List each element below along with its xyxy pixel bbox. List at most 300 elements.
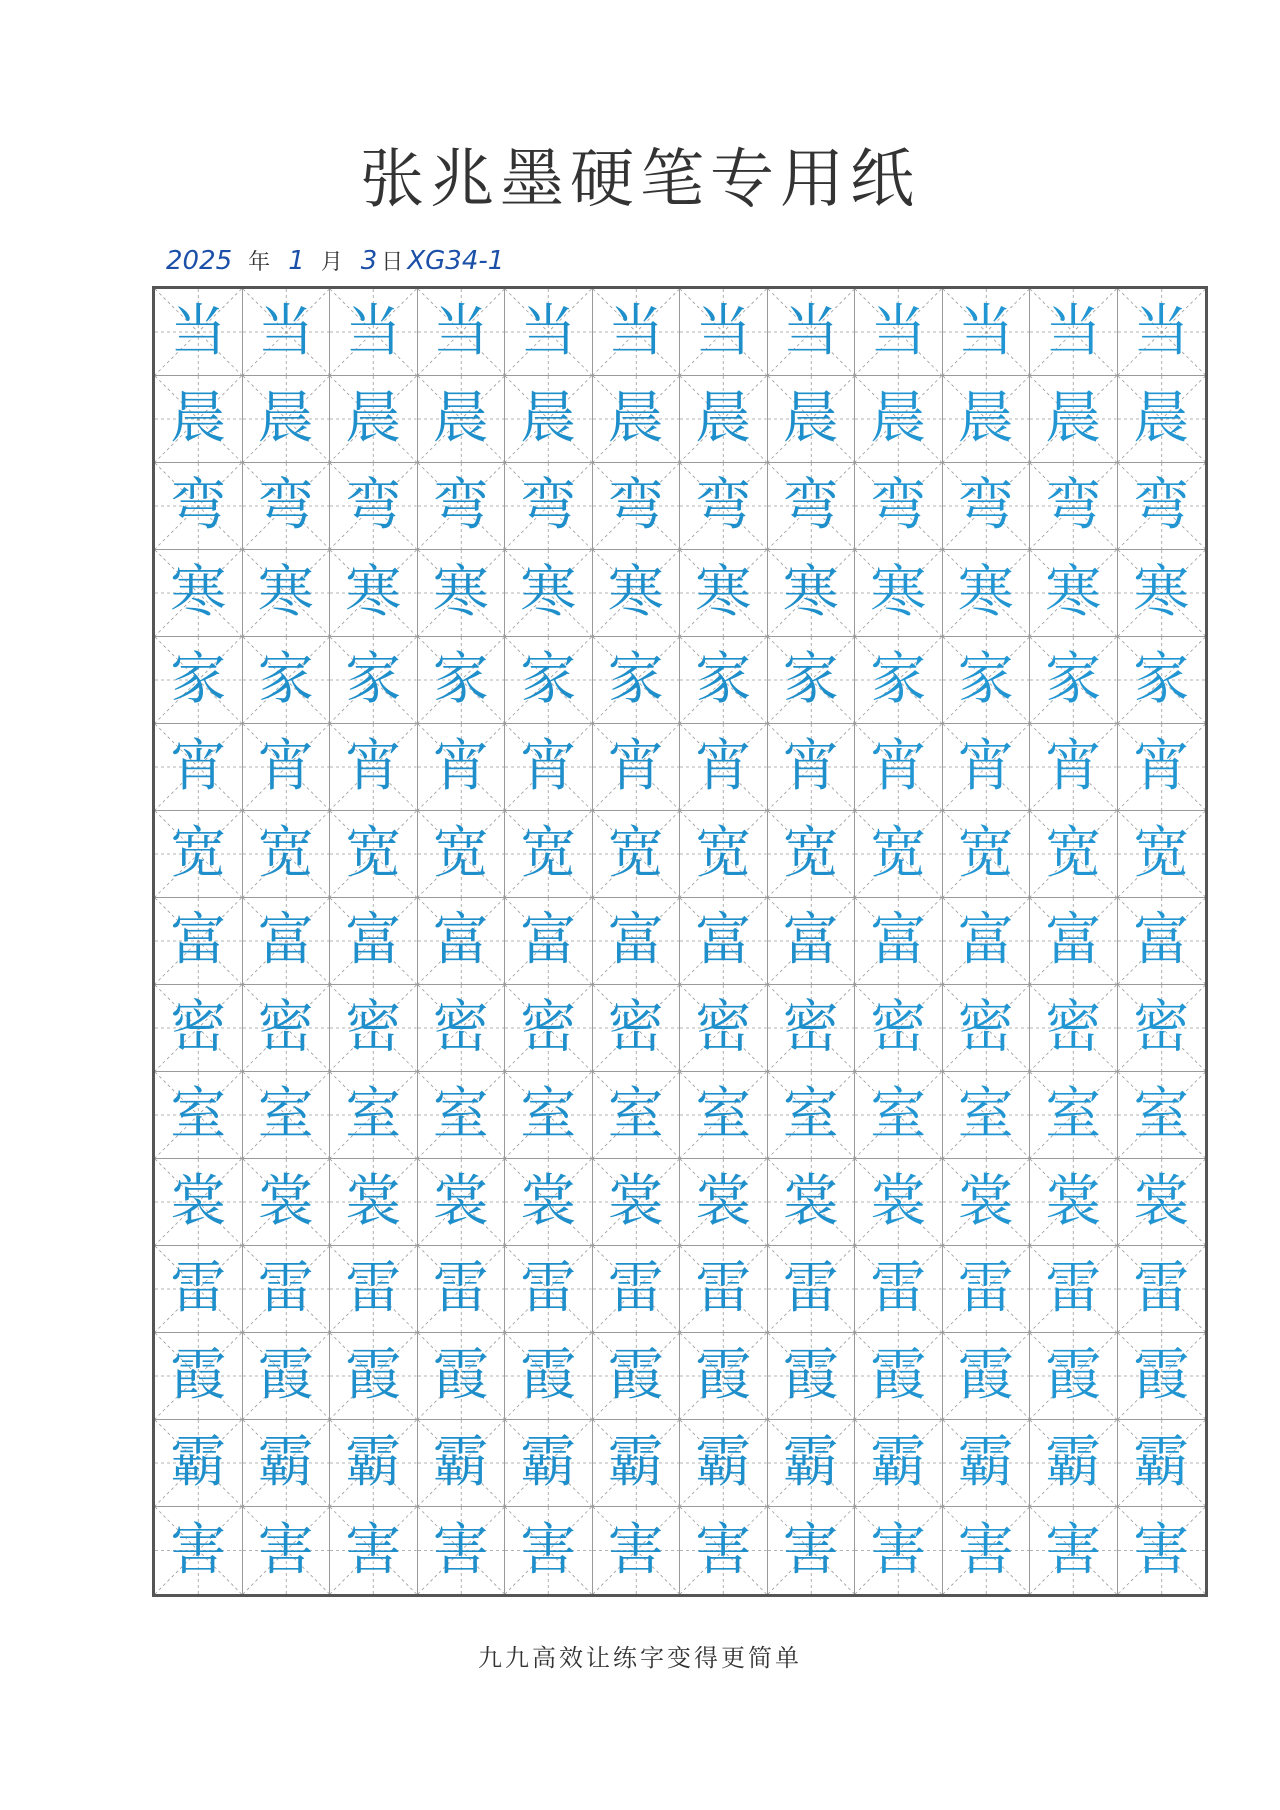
handwritten-character: 晨	[432, 386, 489, 451]
handwritten-character: 宵	[870, 734, 927, 799]
grid-cell	[855, 637, 943, 724]
handwritten-character: 家	[695, 647, 752, 712]
grid-cell	[593, 376, 681, 463]
grid-cell	[243, 1420, 331, 1507]
handwritten-character: 霸	[345, 1430, 402, 1495]
handwritten-character: 家	[345, 647, 402, 712]
handwritten-character: 晨	[957, 386, 1014, 451]
grid-cell	[155, 550, 243, 637]
grid-cell	[680, 637, 768, 724]
handwritten-character: 雷	[695, 1256, 752, 1321]
grid-cell	[680, 1420, 768, 1507]
grid-cell	[943, 1420, 1031, 1507]
grid-cell	[943, 724, 1031, 811]
grid-cell	[593, 1246, 681, 1333]
grid-cell	[330, 376, 418, 463]
grid-cell	[155, 724, 243, 811]
handwritten-character: 富	[870, 908, 927, 973]
handwritten-character: 当	[257, 299, 314, 364]
handwritten-character: 霞	[870, 1343, 927, 1408]
handwritten-character: 寒	[870, 560, 927, 625]
grid-cell	[943, 898, 1031, 985]
grid-cell	[330, 550, 418, 637]
grid-cell	[418, 1072, 506, 1159]
grid-cell	[1118, 1159, 1206, 1246]
page-title: 张兆墨硬笔专用纸	[360, 143, 920, 217]
handwritten-character: 害	[1133, 1517, 1190, 1583]
grid-cell	[768, 289, 856, 376]
grid-cell	[1030, 985, 1118, 1072]
grid-cell	[505, 463, 593, 550]
handwritten-character: 家	[170, 647, 227, 712]
grid-cell	[243, 1507, 331, 1594]
grid-cell	[943, 1507, 1031, 1594]
handwritten-character: 晨	[345, 386, 402, 451]
handwritten-character: 当	[170, 299, 227, 364]
handwritten-character: 霞	[432, 1343, 489, 1408]
handwritten-character: 弯	[957, 473, 1014, 538]
grid-cell	[1030, 550, 1118, 637]
grid-cell	[680, 1333, 768, 1420]
grid-cell	[593, 1333, 681, 1420]
handwritten-character: 裳	[432, 1169, 489, 1234]
handwritten-character: 弯	[1045, 473, 1102, 538]
grid-cell	[680, 289, 768, 376]
grid-cell	[768, 1246, 856, 1333]
grid-cell	[680, 1246, 768, 1333]
grid-cell	[593, 1507, 681, 1594]
handwritten-character: 害	[782, 1517, 839, 1583]
handwritten-character: 晨	[782, 386, 839, 451]
grid-cell	[943, 550, 1031, 637]
handwritten-character: 裳	[782, 1169, 839, 1234]
handwritten-character: 霸	[257, 1430, 314, 1495]
grid-cell	[330, 1507, 418, 1594]
handwritten-character: 晨	[1045, 386, 1102, 451]
grid-cell	[243, 1333, 331, 1420]
grid-cell	[418, 637, 506, 724]
grid-cell	[855, 724, 943, 811]
grid-cell	[155, 1507, 243, 1594]
grid-cell	[1118, 1420, 1206, 1507]
handwritten-character: 害	[957, 1517, 1014, 1583]
grid-cell	[593, 898, 681, 985]
handwritten-character: 富	[520, 908, 577, 973]
handwritten-character: 霞	[607, 1343, 664, 1408]
handwritten-character: 密	[870, 995, 927, 1060]
grid-cell	[680, 1507, 768, 1594]
grid-cell	[243, 637, 331, 724]
practice-code: XG34-1	[407, 246, 505, 276]
grid-cell	[768, 1333, 856, 1420]
grid-cell	[330, 724, 418, 811]
handwritten-character: 宵	[170, 734, 227, 799]
grid-cell	[593, 1159, 681, 1246]
handwritten-character: 害	[432, 1517, 489, 1583]
handwritten-character: 宵	[1133, 734, 1190, 799]
handwritten-character: 家	[870, 647, 927, 712]
grid-cell	[768, 637, 856, 724]
handwritten-character: 霞	[257, 1343, 314, 1408]
handwritten-character: 弯	[432, 473, 489, 538]
grid-cell	[505, 376, 593, 463]
grid-cell	[1030, 1507, 1118, 1594]
handwritten-character: 雷	[1133, 1256, 1190, 1321]
handwritten-character: 寒	[607, 560, 664, 625]
grid-cell	[505, 1072, 593, 1159]
grid-cell	[505, 289, 593, 376]
handwritten-character: 密	[957, 995, 1014, 1060]
handwritten-character: 霞	[170, 1343, 227, 1408]
handwritten-character: 宽	[957, 821, 1014, 886]
handwritten-character: 宽	[432, 821, 489, 886]
handwritten-character: 富	[1133, 908, 1190, 973]
grid-cell	[943, 376, 1031, 463]
grid-cell	[855, 1072, 943, 1159]
grid-cell	[418, 463, 506, 550]
grid-cell	[155, 985, 243, 1072]
handwritten-character: 密	[1133, 995, 1190, 1060]
grid-cell	[330, 1333, 418, 1420]
date-year-unit: 年	[248, 250, 271, 275]
grid-cell	[855, 376, 943, 463]
handwritten-character: 当	[957, 299, 1014, 364]
grid-cell	[768, 898, 856, 985]
grid-cell	[1118, 985, 1206, 1072]
grid-cell	[943, 289, 1031, 376]
grid-cell	[330, 637, 418, 724]
grid-cell	[330, 985, 418, 1072]
handwritten-character: 害	[870, 1517, 927, 1583]
grid-cell	[680, 724, 768, 811]
handwritten-character: 晨	[170, 386, 227, 451]
grid-cell	[943, 1072, 1031, 1159]
handwritten-character: 密	[695, 995, 752, 1060]
grid-cell	[1030, 898, 1118, 985]
grid-cell	[1030, 1333, 1118, 1420]
handwritten-character: 当	[1045, 299, 1102, 364]
grid-cell	[768, 1507, 856, 1594]
handwritten-character: 霞	[957, 1343, 1014, 1408]
handwritten-character: 裳	[695, 1169, 752, 1234]
grid-cell	[593, 637, 681, 724]
grid-cell	[593, 811, 681, 898]
handwritten-character: 宽	[695, 821, 752, 886]
grid-cell	[330, 1420, 418, 1507]
grid-cell	[855, 1246, 943, 1333]
grid-cell	[1118, 1507, 1206, 1594]
handwritten-character: 富	[257, 908, 314, 973]
grid-cell	[1118, 550, 1206, 637]
footer-slogan: 九九高效让练字变得更简单	[478, 1644, 802, 1672]
grid-cell	[155, 637, 243, 724]
grid-cell	[243, 376, 331, 463]
handwritten-character: 宵	[957, 734, 1014, 799]
practice-grid-frame	[152, 286, 1208, 1597]
grid-cell	[505, 1246, 593, 1333]
grid-cell	[680, 985, 768, 1072]
grid-cell	[155, 811, 243, 898]
handwritten-character: 霸	[870, 1430, 927, 1495]
grid-cell	[243, 1159, 331, 1246]
grid-cell	[680, 463, 768, 550]
grid-cell	[593, 463, 681, 550]
handwritten-character: 裳	[1133, 1169, 1190, 1234]
grid-cell	[243, 289, 331, 376]
handwritten-character: 室	[782, 1082, 839, 1147]
handwritten-character: 密	[170, 995, 227, 1060]
grid-cell	[593, 289, 681, 376]
handwritten-character: 密	[782, 995, 839, 1060]
grid-cell	[155, 1333, 243, 1420]
handwritten-character: 霸	[957, 1430, 1014, 1495]
date-line	[166, 245, 504, 281]
date-year: 2025	[166, 246, 233, 276]
grid-cell	[1118, 898, 1206, 985]
handwritten-character: 害	[170, 1517, 227, 1583]
grid-cell	[155, 1159, 243, 1246]
handwritten-character: 宽	[782, 821, 839, 886]
handwritten-character: 雷	[607, 1256, 664, 1321]
handwritten-character: 雷	[957, 1256, 1014, 1321]
handwritten-character: 家	[1045, 647, 1102, 712]
grid-cell	[593, 550, 681, 637]
date-day-unit: 日	[381, 250, 404, 275]
grid-cell	[1030, 376, 1118, 463]
grid-cell	[680, 376, 768, 463]
handwritten-character: 密	[432, 995, 489, 1060]
handwritten-character: 室	[870, 1082, 927, 1147]
grid-cell	[593, 985, 681, 1072]
grid-cell	[768, 376, 856, 463]
grid-cell	[418, 811, 506, 898]
grid-cell	[680, 550, 768, 637]
handwritten-character: 雷	[782, 1256, 839, 1321]
handwritten-character: 寒	[782, 560, 839, 625]
grid-cell	[1030, 724, 1118, 811]
handwritten-character: 富	[1045, 908, 1102, 973]
grid-cell	[1118, 811, 1206, 898]
grid-cell	[943, 1159, 1031, 1246]
handwritten-character: 晨	[695, 386, 752, 451]
handwritten-character: 害	[520, 1517, 577, 1583]
grid-cell	[768, 985, 856, 1072]
handwritten-character: 寒	[257, 560, 314, 625]
handwritten-character: 弯	[520, 473, 577, 538]
handwritten-character: 宵	[782, 734, 839, 799]
grid-cell	[1118, 289, 1206, 376]
grid-cell	[855, 1159, 943, 1246]
handwritten-character: 当	[432, 299, 489, 364]
date-day: 3	[360, 246, 378, 276]
grid-cell	[418, 1507, 506, 1594]
grid-cell	[680, 811, 768, 898]
handwritten-character: 室	[257, 1082, 314, 1147]
handwritten-character: 室	[607, 1082, 664, 1147]
grid-cell	[943, 811, 1031, 898]
handwritten-character: 室	[432, 1082, 489, 1147]
handwritten-character: 富	[170, 908, 227, 973]
handwritten-character: 家	[1133, 647, 1190, 712]
grid-cell	[418, 1333, 506, 1420]
handwritten-character: 弯	[607, 473, 664, 538]
grid-cell	[943, 985, 1031, 1072]
handwritten-character: 霸	[782, 1430, 839, 1495]
date-month: 1	[288, 246, 305, 276]
handwritten-character: 晨	[1133, 386, 1190, 451]
grid-cell	[155, 1246, 243, 1333]
grid-cell	[1118, 376, 1206, 463]
handwritten-character: 裳	[607, 1169, 664, 1234]
grid-cell	[243, 811, 331, 898]
grid-cell	[1030, 637, 1118, 724]
handwritten-character: 雷	[1045, 1256, 1102, 1321]
handwritten-character: 密	[257, 995, 314, 1060]
handwritten-character: 霞	[1045, 1343, 1102, 1408]
grid-cell	[855, 985, 943, 1072]
handwritten-character: 当	[695, 299, 752, 364]
handwritten-character: 当	[520, 299, 577, 364]
grid-cell	[1030, 1420, 1118, 1507]
handwritten-character: 霸	[432, 1430, 489, 1495]
grid-cell	[155, 898, 243, 985]
grid-cell	[418, 289, 506, 376]
grid-cell	[680, 1159, 768, 1246]
handwritten-character: 密	[520, 995, 577, 1060]
handwritten-character: 家	[257, 647, 314, 712]
handwritten-character: 雷	[432, 1256, 489, 1321]
handwritten-character: 富	[782, 908, 839, 973]
handwritten-character: 寒	[1133, 560, 1190, 625]
grid-cell	[505, 898, 593, 985]
handwritten-character: 宵	[345, 734, 402, 799]
handwritten-character: 宽	[870, 821, 927, 886]
handwritten-character: 宵	[607, 734, 664, 799]
handwritten-character: 富	[345, 908, 402, 973]
grid-cell	[680, 1072, 768, 1159]
handwritten-character: 寒	[957, 560, 1014, 625]
handwritten-character: 富	[432, 908, 489, 973]
handwritten-character: 裳	[170, 1169, 227, 1234]
handwritten-character: 弯	[870, 473, 927, 538]
grid-cell	[1030, 811, 1118, 898]
grid-cell	[243, 463, 331, 550]
handwritten-character: 室	[1045, 1082, 1102, 1147]
handwritten-character: 当	[607, 299, 664, 364]
grid-cell	[1030, 1246, 1118, 1333]
handwritten-character: 寒	[170, 560, 227, 625]
grid-cell	[418, 985, 506, 1072]
grid-cell	[505, 985, 593, 1072]
grid-cell	[155, 376, 243, 463]
handwritten-character: 当	[345, 299, 402, 364]
handwritten-character: 霸	[520, 1430, 577, 1495]
grid-cell	[1030, 1159, 1118, 1246]
grid-cell	[680, 898, 768, 985]
handwritten-character: 霸	[695, 1430, 752, 1495]
handwritten-character: 晨	[257, 386, 314, 451]
grid-cell	[418, 724, 506, 811]
handwritten-character: 霞	[1133, 1343, 1190, 1408]
handwritten-character: 家	[520, 647, 577, 712]
grid-cell	[330, 898, 418, 985]
grid-cell	[155, 289, 243, 376]
handwritten-character: 密	[607, 995, 664, 1060]
grid-cell	[855, 550, 943, 637]
handwritten-character: 家	[957, 647, 1014, 712]
grid-cell	[155, 1072, 243, 1159]
grid-cell	[330, 1159, 418, 1246]
handwritten-character: 寒	[695, 560, 752, 625]
handwritten-character: 宽	[170, 821, 227, 886]
handwritten-character: 富	[695, 908, 752, 973]
handwritten-character: 室	[520, 1082, 577, 1147]
handwritten-character: 宽	[345, 821, 402, 886]
handwritten-character: 晨	[607, 386, 664, 451]
grid-cell	[593, 724, 681, 811]
grid-cell	[330, 1072, 418, 1159]
handwritten-character: 寒	[432, 560, 489, 625]
handwritten-character: 宵	[432, 734, 489, 799]
grid-cell	[768, 463, 856, 550]
grid-cell	[943, 1246, 1031, 1333]
handwritten-character: 家	[432, 647, 489, 712]
grid-cell	[330, 1246, 418, 1333]
grid-cell	[330, 289, 418, 376]
grid-cell	[768, 724, 856, 811]
grid-cell	[943, 1333, 1031, 1420]
handwritten-character: 宵	[695, 734, 752, 799]
grid-cell	[243, 985, 331, 1072]
handwritten-character: 家	[782, 647, 839, 712]
handwritten-character: 霞	[782, 1343, 839, 1408]
handwritten-character: 宽	[520, 821, 577, 886]
grid-cell	[418, 1159, 506, 1246]
grid-cell	[1118, 724, 1206, 811]
grid-cell	[418, 1420, 506, 1507]
handwritten-character: 裳	[1045, 1169, 1102, 1234]
grid-cell	[505, 724, 593, 811]
grid-cell	[855, 811, 943, 898]
handwritten-character: 宽	[1045, 821, 1102, 886]
handwritten-character: 霸	[170, 1430, 227, 1495]
practice-grid	[155, 289, 1205, 1594]
handwritten-character: 宵	[520, 734, 577, 799]
grid-cell	[768, 1420, 856, 1507]
handwritten-character: 裳	[520, 1169, 577, 1234]
grid-cell	[243, 1072, 331, 1159]
grid-cell	[855, 1507, 943, 1594]
handwritten-character: 雷	[870, 1256, 927, 1321]
grid-cell	[505, 1159, 593, 1246]
handwritten-character: 室	[957, 1082, 1014, 1147]
grid-cell	[505, 811, 593, 898]
handwritten-character: 弯	[782, 473, 839, 538]
handwritten-character: 宽	[257, 821, 314, 886]
grid-cell	[330, 463, 418, 550]
handwritten-character: 当	[782, 299, 839, 364]
handwritten-character: 霸	[1045, 1430, 1102, 1495]
grid-cell	[1030, 463, 1118, 550]
handwritten-character: 弯	[695, 473, 752, 538]
handwritten-character: 宽	[1133, 821, 1190, 886]
grid-cell	[1118, 637, 1206, 724]
handwritten-character: 室	[695, 1082, 752, 1147]
grid-cell	[1118, 1246, 1206, 1333]
grid-cell	[943, 637, 1031, 724]
grid-cell	[943, 463, 1031, 550]
handwritten-character: 室	[1133, 1082, 1190, 1147]
